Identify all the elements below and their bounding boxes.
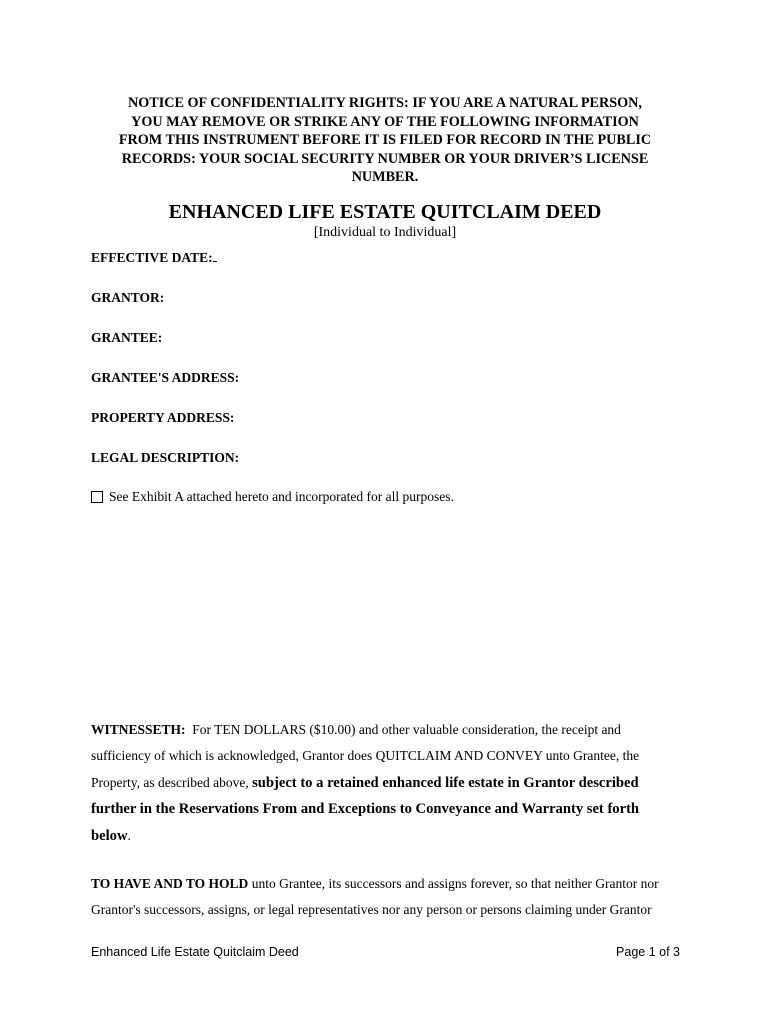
property-address-field[interactable] xyxy=(91,409,234,426)
grantor-label: GRANTOR: xyxy=(91,290,165,305)
notice-line: NUMBER. xyxy=(351,169,419,186)
grantee-address-label: GRANTEE'S ADDRESS: xyxy=(91,370,240,385)
property-address-label: PROPERTY ADDRESS: xyxy=(91,410,235,425)
witnesseth-bold-text: subject to a retained enhanced life estate in Grantor described further in the Reservations From and Exceptions to Conveyance and Warranty set forth below xyxy=(91,774,640,844)
witnesseth-text: For TEN DOLLARS ($10.00) and other valuable consideration, the receipt and sufficiency of which is acknowledged, Grantor does QUITCLAIM AND CONVEY unto Grantee, the Property, as described above, xyxy=(91,722,640,790)
legal-description-label: LEGAL DESCRIPTION: xyxy=(91,450,240,465)
document-subtitle: [Individual to Individual] xyxy=(313,225,457,240)
footer-page-number: Page 1 of 3 xyxy=(616,945,680,959)
effective-date-field[interactable] xyxy=(91,249,217,266)
confidentiality-notice xyxy=(98,94,672,187)
habendum-paragraph xyxy=(91,871,681,924)
notice-line: NOTICE OF CONFIDENTIALITY RIGHTS: IF YOU ARE A NATURAL PERSON, xyxy=(128,95,642,111)
effective-date-label: EFFECTIVE DATE: xyxy=(91,250,213,265)
notice-line: FROM THIS INSTRUMENT BEFORE IT IS FILED FOR RECORD IN THE PUBLIC xyxy=(118,132,652,149)
habendum-heading: TO HAVE AND TO HOLD xyxy=(91,876,249,891)
witnesseth-paragraph xyxy=(91,717,681,849)
notice-line: RECORDS: YOUR SOCIAL SECURITY NUMBER OR YOUR DRIVER’S LICENSE xyxy=(121,150,649,167)
witnesseth-heading: WITNESSETH: xyxy=(91,722,186,737)
exhibit-label: See Exhibit A attached hereto and incorporated for all purposes. xyxy=(109,489,454,504)
document-title: ENHANCED LIFE ESTATE QUITCLAIM DEED xyxy=(168,201,602,223)
grantee-address-field[interactable] xyxy=(91,369,239,386)
footer-document-name: Enhanced Life Estate Quitclaim Deed xyxy=(91,945,299,959)
effective-date-blank[interactable] xyxy=(213,249,217,262)
exhibit-checkbox[interactable] xyxy=(91,491,103,503)
legal-description-field[interactable] xyxy=(91,449,239,466)
exhibit-option[interactable] xyxy=(91,488,454,505)
habendum-text: unto Grantee, its successors and assigns forever, so that neither Grantor nor Grantor's successors, assigns, or legal representatives nor any person or persons claiming under Grantor xyxy=(91,876,659,918)
notice-line: YOU MAY REMOVE OR STRIKE ANY OF THE FOLLOWING INFORMATION xyxy=(131,113,639,130)
grantee-field[interactable] xyxy=(91,329,162,346)
witnesseth-end: . xyxy=(127,827,131,843)
grantee-label: GRANTEE: xyxy=(91,330,163,345)
grantor-field[interactable] xyxy=(91,289,164,306)
